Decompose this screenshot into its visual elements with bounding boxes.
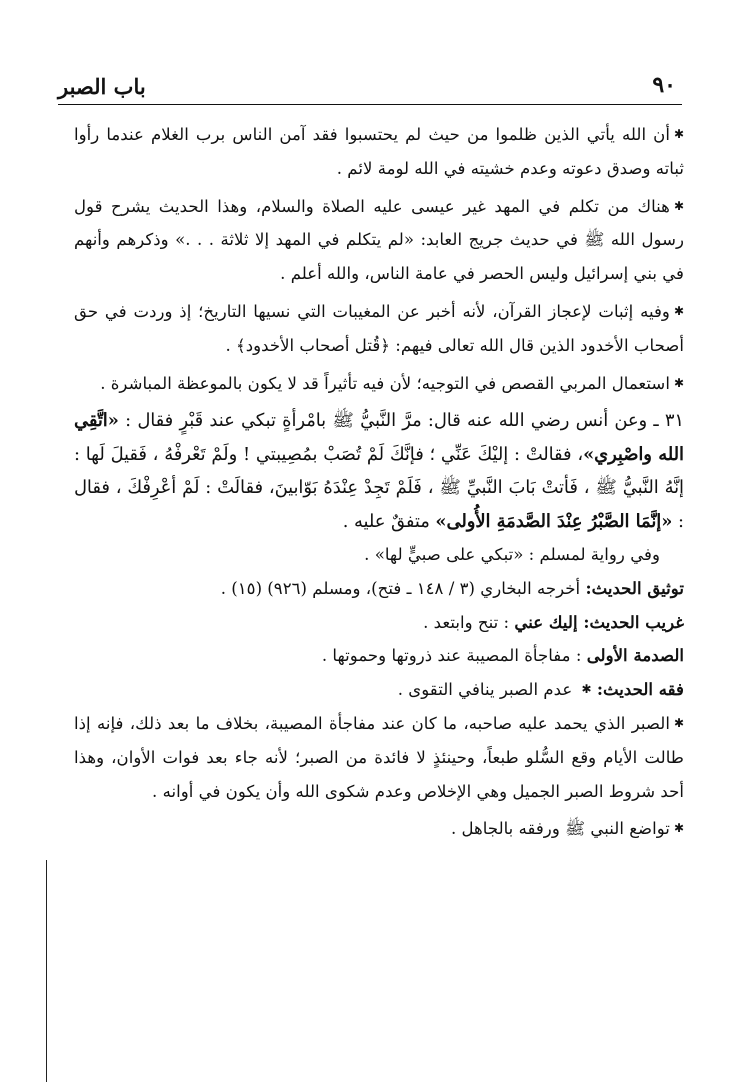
page-header bbox=[58, 68, 682, 105]
bullet-icon: ✱ bbox=[673, 198, 684, 213]
paragraph-2: ✱هناك من تكلم في المهد غير عيسى عليه الصلاة والسلام، وهذا الحديث يشرح قول رسول الله ﷺ في حديث جريج العابد: «لم يتكلم في المهد إلا ثلاثة . . .» وذكرهم وأنهم في بني إسرائيل وليس الحصر في عامة الناس، والله أعلم . bbox=[74, 196, 684, 284]
bullet-icon: ✱ bbox=[673, 127, 684, 141]
tawthiq-term: توثيق الحديث: bbox=[585, 577, 684, 598]
paragraph-4: ✱استعمال المربي القصص في التوجيه؛ لأن فيه تأثيراً قد لا يكون بالموعظة المباشرة . bbox=[100, 373, 684, 393]
sadma-term: الصدمة الأولى bbox=[586, 645, 684, 666]
gharib-term: غريب الحديث: bbox=[583, 611, 684, 632]
margin-rule bbox=[46, 860, 47, 1082]
hadith-lead: وعن أنس رضي الله عنه قال: مرَّ النَّبيُّ ﷺ بامْرأةٍ تبكي عند قَبْرٍ فقال : bbox=[125, 410, 648, 432]
hadith-quote: «اتَّقِي الله واصْبِري» bbox=[74, 410, 684, 465]
fiqh-term: فقه الحديث: bbox=[596, 679, 684, 700]
running-title: باب الصبر bbox=[58, 74, 146, 99]
paragraph-6: ✱تواضع النبي ﷺ ورفقه بالجاهل . bbox=[450, 819, 684, 839]
bullet-icon: ✱ bbox=[673, 821, 684, 836]
bullet-icon: ✱ bbox=[673, 715, 684, 730]
gharib-line: غريب الحديث: إليك عني : تنح وابتعد . bbox=[423, 611, 684, 632]
hadith-number: ٣١ ـ bbox=[653, 410, 684, 432]
page-number: ٩٠ bbox=[652, 72, 676, 98]
bullet-icon: ✱ bbox=[673, 375, 684, 390]
bullet-icon: ✱ bbox=[581, 682, 592, 697]
hadith-text bbox=[74, 404, 684, 538]
paragraph-1: ✱أن الله يأتي الذين ظلموا من حيث لم يحتسبوا فقد آمن الناس برب الغلام عندما رأوا ثباته وصدق دعوته وعدم خشيته في الله لومة لائم . bbox=[74, 125, 684, 178]
paragraph-3: ✱وفيه إثبات لإعجاز القرآن، لأنه أخبر عن المغيبات التي نسيها التاريخ؛ إذ وردت في حق أصحاب الأخدود الذين قال الله تعالى فيهم: ﴿قُتل أصحاب الأخدود﴾ . bbox=[74, 301, 684, 355]
sadma-line: الصدمة الأولى : مفاجأة المصيبة عند ذروتها وحموتها . bbox=[321, 645, 684, 666]
tawthiq-line: توثيق الحديث: أخرجه البخاري (٣ / ١٤٨ ـ فتح)، ومسلم (٩٢٦) (١٥) . bbox=[220, 577, 684, 598]
hadith-end: متفقٌ عليه . bbox=[342, 510, 436, 532]
paragraph-5: ✱الصبر الذي يحمد عليه صاحبه، ما كان عند مفاجأة المصيبة، بخلاف ما بعد ذلك، فإنه إذا طالت الأيام وقع السُّلو طبعاً، وحينئذٍ لا فائدة من الصبر؛ لأنه جاء بعد فوات الأوان، وهذا أحد شروط الصبر الجميل وهي الإخلاص وعدم شكوى الله وأن يكون في أوانه . bbox=[74, 713, 684, 801]
gharib-subterm: إليك عني bbox=[514, 611, 584, 632]
fiqh-line: فقه الحديث: ✱ عدم الصبر ينافي التقوى . bbox=[397, 679, 684, 700]
riwaya-line: وفي رواية لمسلم : «تبكي على صبيٍّ لها» . bbox=[364, 545, 660, 564]
bullet-icon: ✱ bbox=[673, 303, 684, 318]
page-body bbox=[74, 118, 684, 846]
hadith-middle: ، فقالتْ : إليْكَ عَنِّي ؛ فإنَّكَ لَمْ تُصَبْ بمُصِيبتي ! ولَمْ تَعْرفْهُ ، فَقيلَ لَها : إنَّهُ النَّبيُّ ﷺ ، فَأتتْ بَابَ النَّبيِّ ﷺ ، فَلَمْ تَجِدْ عِنْدَهُ بَوّابينَ، فقالَتْ : لَمْ أعْرِفْكَ ، فقال : bbox=[74, 443, 684, 532]
hadith-quote: «إنَّمَا الصَّبْرُ عِنْدَ الصَّدمَةِ الأُولى» bbox=[435, 510, 673, 532]
